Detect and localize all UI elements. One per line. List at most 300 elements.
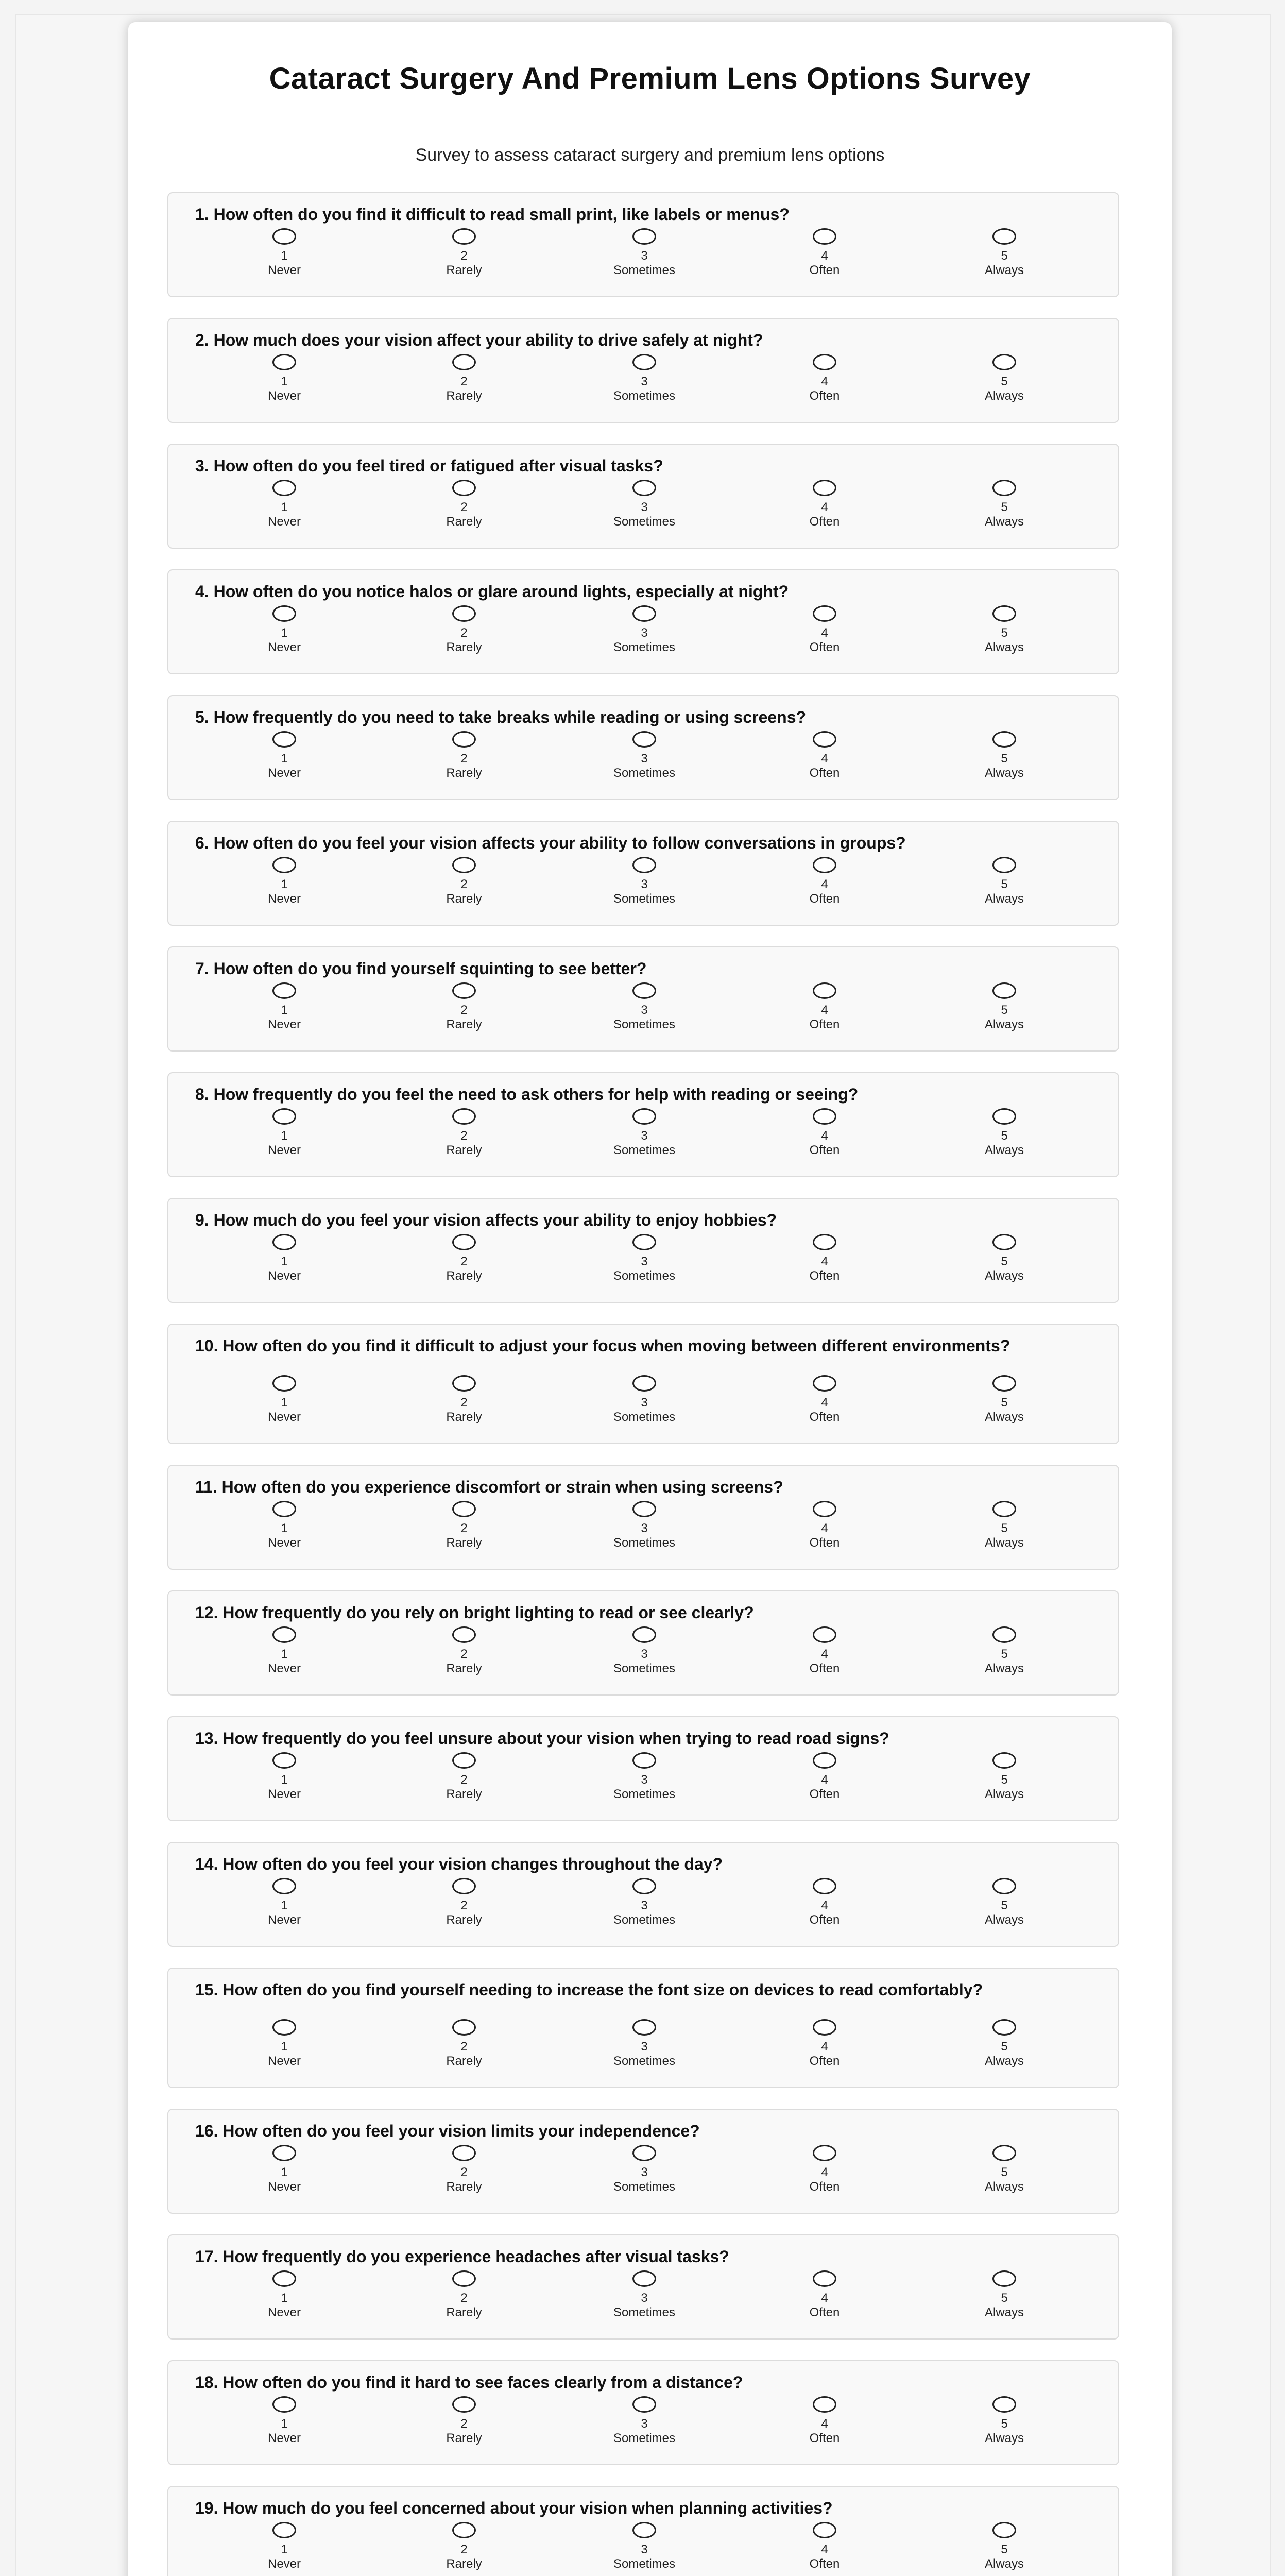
question-text: 1. How often do you find it difficult to read small print, like labels or menus? [195, 205, 790, 224]
option-number: 3 [641, 626, 648, 640]
radio-button[interactable] [813, 1108, 836, 1125]
question-block [167, 821, 1119, 926]
rating-option[interactable] [402, 480, 526, 529]
rating-option[interactable] [943, 2522, 1066, 2571]
rating-option[interactable] [763, 2145, 886, 2194]
radio-button[interactable] [992, 1501, 1016, 1517]
radio-button[interactable] [992, 857, 1016, 873]
radio-button[interactable] [632, 982, 656, 999]
question-text: 10. How often do you find it difficult to adjust your focus when moving between different environments? [195, 1336, 1010, 1355]
radio-button[interactable] [272, 1108, 296, 1125]
option-label: Sometimes [613, 2054, 676, 2068]
option-number: 5 [1001, 2165, 1008, 2179]
option-number: 4 [821, 1003, 828, 1017]
radio-button[interactable] [452, 2522, 476, 2538]
radio-button[interactable] [992, 2019, 1016, 2036]
option-label: Often [809, 1410, 840, 1424]
option-label: Rarely [446, 2306, 482, 2319]
rating-options [168, 605, 1118, 659]
radio-button[interactable] [632, 605, 656, 622]
radio-button[interactable] [272, 228, 296, 245]
rating-option[interactable] [763, 1108, 886, 1158]
option-label: Sometimes [613, 766, 676, 780]
radio-button[interactable] [272, 857, 296, 873]
radio-button[interactable] [813, 228, 836, 245]
question-text: 18. How often do you find it hard to see faces clearly from a distance? [195, 2373, 743, 2392]
rating-option[interactable] [943, 1626, 1066, 1676]
rating-option[interactable] [582, 857, 706, 906]
radio-button[interactable] [632, 2145, 656, 2161]
radio-button[interactable] [452, 2396, 476, 2413]
question-text: 13. How frequently do you feel unsure about your vision when trying to read road signs? [195, 1729, 889, 1748]
rating-option[interactable] [763, 1752, 886, 1802]
option-number: 4 [821, 500, 828, 514]
rating-option[interactable] [763, 228, 886, 278]
option-number: 3 [641, 2543, 648, 2556]
rating-option[interactable] [222, 1108, 346, 1158]
rating-option[interactable] [943, 480, 1066, 529]
radio-button[interactable] [813, 731, 836, 748]
option-number: 2 [460, 249, 468, 263]
radio-button[interactable] [452, 1234, 476, 1250]
radio-button[interactable] [813, 605, 836, 622]
rating-option[interactable] [402, 857, 526, 906]
radio-button[interactable] [452, 1375, 476, 1392]
option-number: 4 [821, 752, 828, 766]
option-number: 2 [460, 1647, 468, 1661]
option-number: 3 [641, 877, 648, 891]
option-label: Rarely [446, 1913, 482, 1927]
rating-option[interactable] [943, 857, 1066, 906]
rating-option[interactable] [763, 731, 886, 781]
rating-option[interactable] [763, 1626, 886, 1676]
radio-button[interactable] [272, 731, 296, 748]
radio-button[interactable] [452, 1501, 476, 1517]
option-label: Often [809, 1536, 840, 1550]
radio-button[interactable] [452, 2145, 476, 2161]
option-number: 2 [460, 2040, 468, 2054]
rating-option[interactable] [763, 1501, 886, 1550]
radio-button[interactable] [992, 1108, 1016, 1125]
rating-option[interactable] [943, 2396, 1066, 2446]
radio-button[interactable] [813, 2396, 836, 2413]
rating-option[interactable] [763, 2522, 886, 2571]
question-block [167, 2486, 1119, 2576]
rating-option[interactable] [402, 605, 526, 655]
option-number: 2 [460, 1396, 468, 1410]
option-label: Often [809, 2054, 840, 2068]
radio-button[interactable] [452, 605, 476, 622]
radio-button[interactable] [992, 2145, 1016, 2161]
radio-button[interactable] [452, 1108, 476, 1125]
rating-option[interactable] [582, 354, 706, 403]
radio-button[interactable] [272, 982, 296, 999]
radio-button[interactable] [272, 1626, 296, 1643]
rating-option[interactable] [943, 731, 1066, 781]
rating-option[interactable] [582, 2396, 706, 2446]
rating-option[interactable] [222, 354, 346, 403]
radio-button[interactable] [813, 1234, 836, 1250]
option-number: 2 [460, 1003, 468, 1017]
rating-options [168, 480, 1118, 533]
rating-option[interactable] [222, 605, 346, 655]
radio-button[interactable] [813, 2270, 836, 2287]
question-text: 9. How much do you feel your vision affects your ability to enjoy hobbies? [195, 1211, 777, 1229]
rating-option[interactable] [582, 2145, 706, 2194]
option-label: Always [984, 1536, 1024, 1550]
rating-option[interactable] [582, 480, 706, 529]
radio-button[interactable] [813, 857, 836, 873]
option-label: Sometimes [613, 1913, 676, 1927]
rating-option[interactable] [582, 1234, 706, 1283]
question-block [167, 1968, 1119, 2088]
option-label: Never [267, 1662, 301, 1675]
rating-option[interactable] [222, 982, 346, 1032]
option-label: Rarely [446, 263, 482, 277]
rating-option[interactable] [402, 2396, 526, 2446]
radio-button[interactable] [813, 480, 836, 496]
rating-option[interactable] [763, 857, 886, 906]
radio-button[interactable] [992, 2522, 1016, 2538]
radio-button[interactable] [272, 2270, 296, 2287]
rating-option[interactable] [222, 1501, 346, 1550]
rating-option[interactable] [582, 1108, 706, 1158]
option-number: 4 [821, 375, 828, 388]
option-label: Always [984, 1410, 1024, 1424]
rating-option[interactable] [763, 480, 886, 529]
radio-button[interactable] [632, 480, 656, 496]
option-label: Always [984, 1143, 1024, 1157]
rating-option[interactable] [402, 982, 526, 1032]
rating-option[interactable] [222, 857, 346, 906]
rating-option[interactable] [943, 2145, 1066, 2194]
rating-option[interactable] [222, 228, 346, 278]
rating-options [168, 1626, 1118, 1680]
question-block [167, 2234, 1119, 2340]
radio-button[interactable] [452, 2019, 476, 2036]
rating-option[interactable] [582, 1752, 706, 1802]
radio-button[interactable] [992, 605, 1016, 622]
radio-button[interactable] [813, 1626, 836, 1643]
rating-option[interactable] [222, 2522, 346, 2571]
rating-option[interactable] [222, 480, 346, 529]
question-text: 14. How often do you feel your vision changes throughout the day? [195, 1855, 723, 1873]
radio-button[interactable] [813, 1501, 836, 1517]
radio-button[interactable] [632, 731, 656, 748]
rating-option[interactable] [943, 1752, 1066, 1802]
rating-option[interactable] [402, 2270, 526, 2320]
option-number: 5 [1001, 500, 1008, 514]
rating-option[interactable] [582, 2019, 706, 2069]
option-number: 3 [641, 1647, 648, 1661]
question-text: 12. How frequently do you rely on bright lighting to read or see clearly? [195, 1603, 754, 1622]
question-text: 3. How often do you feel tired or fatigued after visual tasks? [195, 456, 663, 475]
option-number: 2 [460, 1899, 468, 1912]
radio-button[interactable] [272, 1234, 296, 1250]
radio-button[interactable] [632, 354, 656, 370]
radio-button[interactable] [813, 2145, 836, 2161]
option-label: Never [267, 1913, 301, 1927]
radio-button[interactable] [272, 1375, 296, 1392]
question-block [167, 444, 1119, 549]
option-number: 3 [641, 2165, 648, 2179]
rating-option[interactable] [943, 1375, 1066, 1425]
rating-option[interactable] [943, 1108, 1066, 1158]
rating-option[interactable] [763, 2396, 886, 2446]
option-label: Always [984, 1662, 1024, 1675]
radio-button[interactable] [813, 982, 836, 999]
rating-option[interactable] [943, 1501, 1066, 1550]
radio-button[interactable] [813, 2019, 836, 2036]
rating-option[interactable] [582, 1626, 706, 1676]
radio-button[interactable] [992, 228, 1016, 245]
radio-button[interactable] [452, 354, 476, 370]
rating-option[interactable] [943, 228, 1066, 278]
option-number: 4 [821, 2543, 828, 2556]
option-number: 4 [821, 2417, 828, 2431]
option-label: Sometimes [613, 2431, 676, 2445]
radio-button[interactable] [992, 1752, 1016, 1769]
radio-button[interactable] [632, 1234, 656, 1250]
option-label: Rarely [446, 1787, 482, 1801]
rating-option[interactable] [943, 605, 1066, 655]
radio-button[interactable] [632, 857, 656, 873]
rating-option[interactable] [582, 1878, 706, 1927]
rating-option[interactable] [222, 2019, 346, 2069]
option-number: 5 [1001, 1773, 1008, 1787]
option-label: Sometimes [613, 1269, 676, 1283]
radio-button[interactable] [992, 1234, 1016, 1250]
radio-button[interactable] [452, 982, 476, 999]
radio-button[interactable] [632, 1108, 656, 1125]
radio-button[interactable] [632, 1501, 656, 1517]
option-label: Often [809, 892, 840, 906]
rating-option[interactable] [582, 1375, 706, 1425]
question-block [167, 1590, 1119, 1696]
option-label: Always [984, 2557, 1024, 2571]
option-number: 3 [641, 2291, 648, 2305]
option-label: Often [809, 1787, 840, 1801]
rating-option[interactable] [943, 1878, 1066, 1927]
rating-option[interactable] [402, 1626, 526, 1676]
radio-button[interactable] [632, 2396, 656, 2413]
option-number: 2 [460, 500, 468, 514]
question-text: 6. How often do you feel your vision affects your ability to follow conversations in groups? [195, 834, 906, 852]
option-number: 3 [641, 375, 648, 388]
option-label: Often [809, 1018, 840, 1031]
rating-option[interactable] [763, 1878, 886, 1927]
radio-button[interactable] [992, 982, 1016, 999]
rating-options [168, 857, 1118, 910]
option-number: 5 [1001, 1396, 1008, 1410]
option-number: 4 [821, 1521, 828, 1535]
rating-option[interactable] [582, 982, 706, 1032]
option-label: Often [809, 2180, 840, 2194]
question-text: 8. How frequently do you feel the need to ask others for help with reading or seeing? [195, 1085, 859, 1104]
radio-button[interactable] [272, 1752, 296, 1769]
radio-button[interactable] [632, 2019, 656, 2036]
option-number: 5 [1001, 2417, 1008, 2431]
radio-button[interactable] [452, 1752, 476, 1769]
radio-button[interactable] [452, 228, 476, 245]
rating-option[interactable] [943, 2019, 1066, 2069]
option-label: Rarely [446, 2054, 482, 2068]
rating-option[interactable] [402, 1375, 526, 1425]
option-number: 4 [821, 1773, 828, 1787]
radio-button[interactable] [813, 2522, 836, 2538]
rating-option[interactable] [222, 2396, 346, 2446]
option-label: Sometimes [613, 640, 676, 654]
radio-button[interactable] [632, 228, 656, 245]
question-block [167, 2109, 1119, 2214]
radio-button[interactable] [992, 1626, 1016, 1643]
rating-option[interactable] [402, 1878, 526, 1927]
radio-button[interactable] [452, 857, 476, 873]
rating-option[interactable] [402, 731, 526, 781]
radio-button[interactable] [272, 2145, 296, 2161]
question-block [167, 1465, 1119, 1570]
rating-option[interactable] [402, 228, 526, 278]
radio-button[interactable] [272, 2019, 296, 2036]
option-label: Often [809, 1143, 840, 1157]
option-number: 3 [641, 1129, 648, 1143]
option-label: Often [809, 2431, 840, 2445]
question-block [167, 1072, 1119, 1177]
option-number: 5 [1001, 752, 1008, 766]
radio-button[interactable] [992, 2270, 1016, 2287]
option-label: Rarely [446, 1018, 482, 1031]
rating-option[interactable] [222, 731, 346, 781]
radio-button[interactable] [452, 1626, 476, 1643]
rating-option[interactable] [402, 2019, 526, 2069]
rating-option[interactable] [582, 228, 706, 278]
radio-button[interactable] [992, 1375, 1016, 1392]
radio-button[interactable] [272, 480, 296, 496]
radio-button[interactable] [813, 1752, 836, 1769]
radio-button[interactable] [992, 354, 1016, 370]
radio-button[interactable] [272, 2396, 296, 2413]
radio-button[interactable] [452, 1878, 476, 1894]
radio-button[interactable] [272, 605, 296, 622]
radio-button[interactable] [813, 1878, 836, 1894]
rating-option[interactable] [582, 731, 706, 781]
rating-option[interactable] [402, 1234, 526, 1283]
option-label: Often [809, 389, 840, 403]
option-number: 4 [821, 877, 828, 891]
rating-option[interactable] [582, 2522, 706, 2571]
option-label: Rarely [446, 2431, 482, 2445]
rating-option[interactable] [222, 2145, 346, 2194]
rating-option[interactable] [402, 1108, 526, 1158]
radio-button[interactable] [452, 2270, 476, 2287]
rating-option[interactable] [763, 1234, 886, 1283]
radio-button[interactable] [813, 354, 836, 370]
radio-button[interactable] [272, 2522, 296, 2538]
rating-option[interactable] [222, 1626, 346, 1676]
rating-option[interactable] [402, 2522, 526, 2571]
option-number: 5 [1001, 249, 1008, 263]
rating-option[interactable] [402, 1501, 526, 1550]
rating-option[interactable] [402, 354, 526, 403]
rating-option[interactable] [582, 2270, 706, 2320]
radio-button[interactable] [272, 1501, 296, 1517]
radio-button[interactable] [632, 1375, 656, 1392]
option-label: Sometimes [613, 1787, 676, 1801]
rating-option[interactable] [763, 1375, 886, 1425]
rating-options [168, 2522, 1118, 2575]
option-label: Often [809, 2306, 840, 2319]
question-block [167, 1842, 1119, 1947]
rating-options [168, 1375, 1118, 1429]
option-number: 4 [821, 2291, 828, 2305]
rating-option[interactable] [222, 1375, 346, 1425]
rating-option[interactable] [763, 354, 886, 403]
rating-option[interactable] [582, 605, 706, 655]
radio-button[interactable] [452, 480, 476, 496]
option-label: Never [267, 2306, 301, 2319]
rating-option[interactable] [222, 1234, 346, 1283]
rating-option[interactable] [222, 1752, 346, 1802]
radio-button[interactable] [272, 1878, 296, 1894]
option-number: 1 [281, 2040, 288, 2054]
radio-button[interactable] [632, 1878, 656, 1894]
survey-subtitle: Survey to assess cataract surgery and premium lens options [415, 145, 885, 165]
radio-button[interactable] [632, 2270, 656, 2287]
rating-option[interactable] [582, 1501, 706, 1550]
radio-button[interactable] [272, 354, 296, 370]
question-block [167, 1324, 1119, 1444]
rating-option[interactable] [402, 1752, 526, 1802]
rating-options [168, 982, 1118, 1036]
option-label: Rarely [446, 2180, 482, 2194]
option-label: Sometimes [613, 1662, 676, 1675]
page-background [15, 14, 1271, 2576]
radio-button[interactable] [452, 731, 476, 748]
rating-option[interactable] [943, 354, 1066, 403]
rating-option[interactable] [943, 1234, 1066, 1283]
radio-button[interactable] [632, 1626, 656, 1643]
radio-button[interactable] [632, 2522, 656, 2538]
radio-button[interactable] [992, 2396, 1016, 2413]
radio-button[interactable] [992, 731, 1016, 748]
rating-option[interactable] [943, 2270, 1066, 2320]
option-label: Never [267, 263, 301, 277]
option-label: Never [267, 1143, 301, 1157]
rating-option[interactable] [763, 2270, 886, 2320]
rating-option[interactable] [763, 2019, 886, 2069]
rating-option[interactable] [763, 982, 886, 1032]
rating-options [168, 1878, 1118, 1931]
option-label: Sometimes [613, 892, 676, 906]
radio-button[interactable] [992, 1878, 1016, 1894]
option-label: Sometimes [613, 2306, 676, 2319]
option-label: Always [984, 2180, 1024, 2194]
option-label: Always [984, 2306, 1024, 2319]
option-label: Always [984, 1018, 1024, 1031]
option-label: Always [984, 515, 1024, 529]
rating-option[interactable] [222, 1878, 346, 1927]
option-label: Never [267, 2054, 301, 2068]
rating-options [168, 1234, 1118, 1287]
option-number: 4 [821, 2165, 828, 2179]
radio-button[interactable] [813, 1375, 836, 1392]
rating-option[interactable] [402, 2145, 526, 2194]
rating-option[interactable] [222, 2270, 346, 2320]
radio-button[interactable] [632, 1752, 656, 1769]
rating-option[interactable] [943, 982, 1066, 1032]
rating-option[interactable] [763, 605, 886, 655]
radio-button[interactable] [992, 480, 1016, 496]
